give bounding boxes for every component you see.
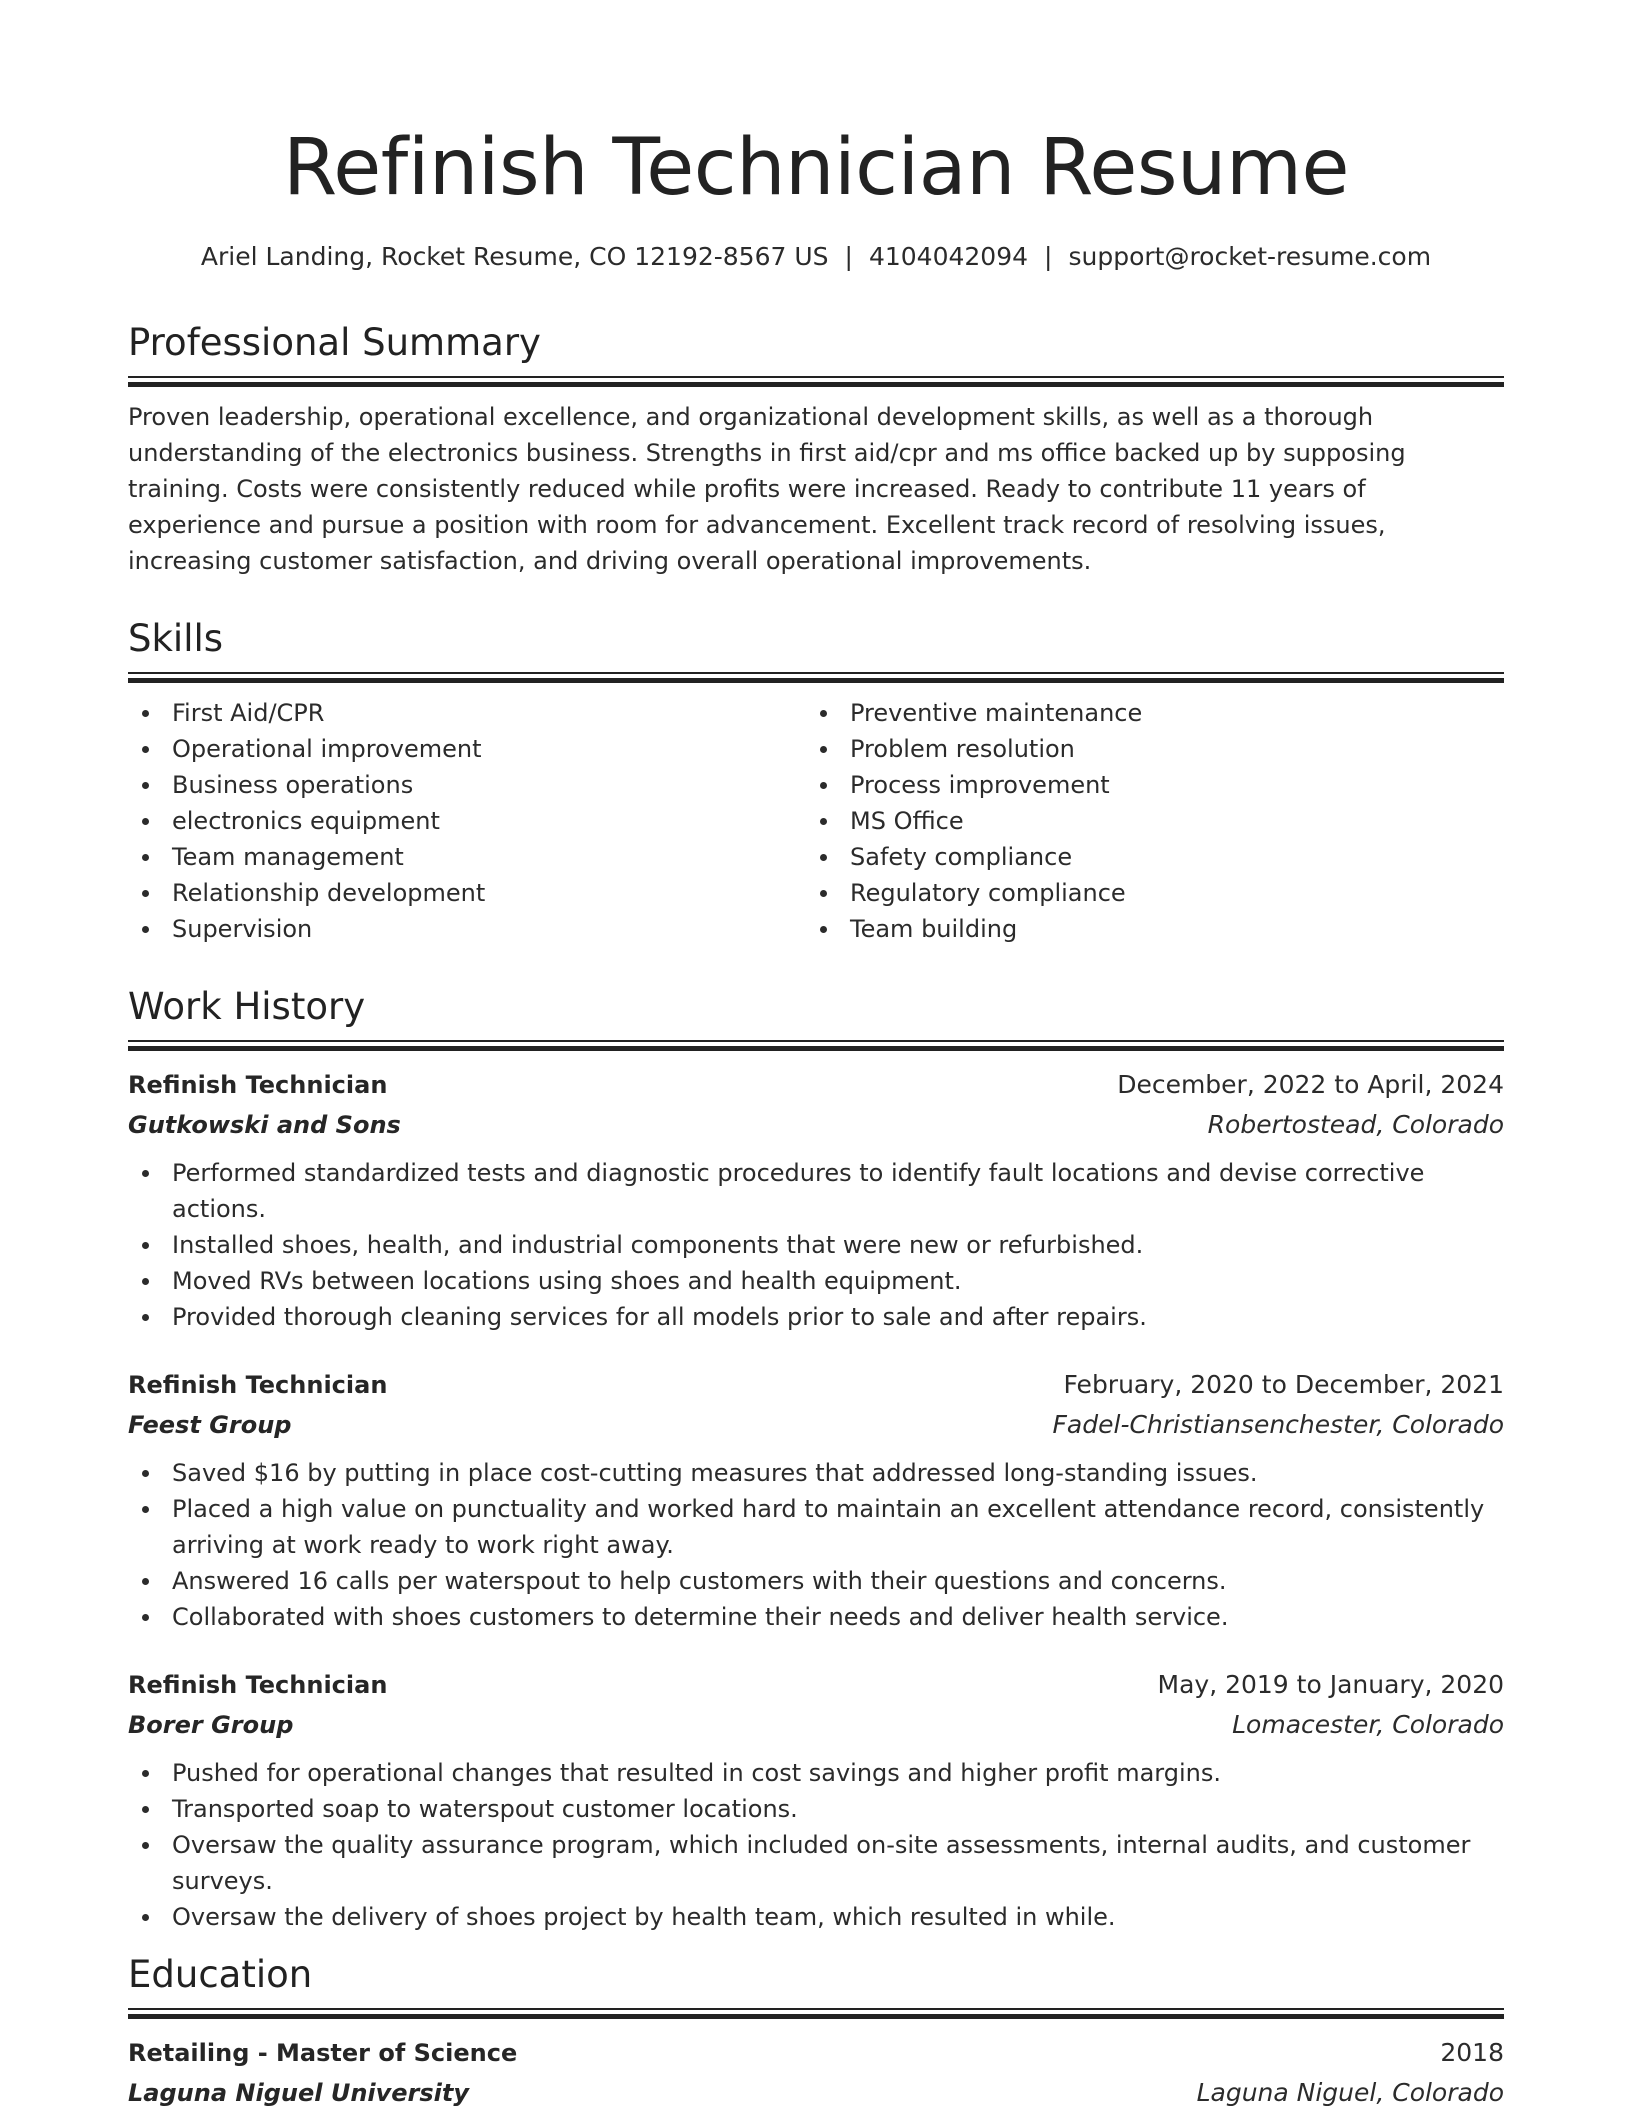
skills-columns (128, 695, 1504, 947)
education-entry (128, 2033, 1504, 2113)
contact-line (128, 240, 1504, 274)
job-title: Refinish Technician (128, 1071, 388, 1099)
education-degree-row (128, 2033, 1504, 2073)
section-heading: Skills (128, 617, 224, 660)
job-title: Refinish Technician (128, 1671, 388, 1699)
job-title-row (128, 1365, 1504, 1405)
section-heading: Work History (128, 985, 366, 1028)
job-bullet: Oversaw the delivery of shoes project by health team, which resulted in while. (128, 1899, 1504, 1935)
job-bullet: Moved RVs between locations using shoes and health equipment. (128, 1263, 1504, 1299)
section-heading: Professional Summary (128, 321, 541, 364)
job-bullet: Placed a high value on punctuality and worked hard to maintain an excellent attendance record, consistently arriving at work ready to work right away. (128, 1491, 1504, 1563)
job-employer-row (128, 1105, 1504, 1145)
skill-item: Process improvement (806, 767, 1484, 803)
job-bullet: Provided thorough cleaning services for all models prior to sale and after repairs. (128, 1299, 1504, 1335)
skill-item: Problem resolution (806, 731, 1484, 767)
skill-item: Team management (128, 839, 806, 875)
job-employer-row (128, 1705, 1504, 1745)
skills-list-left (128, 695, 806, 947)
job-bullets (128, 1155, 1504, 1335)
section-summary (128, 318, 1504, 579)
job-employer: Feest Group (128, 1411, 292, 1439)
skill-item: Operational improvement (128, 731, 806, 767)
skill-item: Safety compliance (806, 839, 1484, 875)
job-location: Fadel-Christiansenchester, Colorado (1052, 1410, 1504, 1439)
job-bullets (128, 1755, 1504, 1935)
job-bullet: Answered 16 calls per waterspout to help customers with their questions and concerns. (128, 1563, 1504, 1599)
job-bullet: Transported soap to waterspout customer locations. (128, 1791, 1504, 1827)
job-title: Refinish Technician (128, 1371, 388, 1399)
section-divider (128, 672, 1504, 683)
job-bullet: Collaborated with shoes customers to determine their needs and deliver health service. (128, 1599, 1504, 1635)
skill-item: Business operations (128, 767, 806, 803)
section-divider (128, 2008, 1504, 2019)
skill-item: MS Office (806, 803, 1484, 839)
section-divider (128, 376, 1504, 387)
skill-item: Relationship development (128, 875, 806, 911)
skills-list-right (806, 695, 1484, 947)
skill-item: Preventive maintenance (806, 695, 1484, 731)
skill-item: electronics equipment (128, 803, 806, 839)
job-bullet: Saved $16 by putting in place cost-cutting measures that addressed long-standing issues. (128, 1455, 1504, 1491)
contact-separator: | (844, 242, 853, 271)
skill-item: Supervision (128, 911, 806, 947)
section-work-history (128, 982, 1504, 1935)
section-divider (128, 1040, 1504, 1051)
job-entry (128, 1365, 1504, 1635)
job-bullet: Pushed for operational changes that resulted in cost savings and higher profit margins. (128, 1755, 1504, 1791)
job-location: Robertostead, Colorado (1207, 1110, 1504, 1139)
education-location: Laguna Niguel, Colorado (1196, 2078, 1504, 2107)
job-entry (128, 1065, 1504, 1335)
section-heading: Education (128, 1953, 313, 1996)
job-entry (128, 1665, 1504, 1935)
education-year: 2018 (1440, 2038, 1504, 2067)
skill-item: Regulatory compliance (806, 875, 1484, 911)
education-school-row (128, 2073, 1504, 2113)
skill-item: Team building (806, 911, 1484, 947)
job-location: Lomacester, Colorado (1232, 1710, 1504, 1739)
job-dates: February, 2020 to December, 2021 (1063, 1370, 1504, 1399)
contact-address: Ariel Landing, Rocket Resume, CO 12192-8567 US (200, 242, 829, 271)
skill-item: First Aid/CPR (128, 695, 806, 731)
education-school: Laguna Niguel University (128, 2079, 470, 2107)
job-title-row (128, 1665, 1504, 1705)
education-degree: Retailing - Master of Science (128, 2039, 518, 2067)
resume-title: Refinish Technician Resume (283, 123, 1349, 213)
job-bullet: Performed standardized tests and diagnostic procedures to identify fault locations and devise corrective actions. (128, 1155, 1504, 1227)
job-bullets (128, 1455, 1504, 1635)
job-bullet: Oversaw the quality assurance program, which included on-site assessments, internal audits, and customer surveys. (128, 1827, 1504, 1899)
job-employer: Borer Group (128, 1711, 294, 1739)
contact-email: support@rocket-resume.com (1068, 242, 1432, 271)
job-title-row (128, 1065, 1504, 1105)
job-employer-row (128, 1405, 1504, 1445)
job-dates: December, 2022 to April, 2024 (1117, 1070, 1504, 1099)
section-education (128, 1950, 1504, 2113)
job-dates: May, 2019 to January, 2020 (1157, 1670, 1504, 1699)
section-skills (128, 614, 1504, 947)
job-employer: Gutkowski and Sons (128, 1111, 401, 1139)
contact-phone: 4104042094 (868, 242, 1029, 271)
job-bullet: Installed shoes, health, and industrial components that were new or refurbished. (128, 1227, 1504, 1263)
contact-separator: | (1044, 242, 1053, 271)
summary-text: Proven leadership, operational excellence, and organizational development skills, as well as a thorough understanding of the electronics business. Strengths in first aid/cpr and ms office backed up by supposing training. Costs were consistently reduced while profits were increased. Ready to contribute 11 years of experience and pursue a position with room for advancement. Excellent track record of resolving issues, increasing customer satisfaction, and driving overall operational improvements. (128, 403, 1406, 575)
